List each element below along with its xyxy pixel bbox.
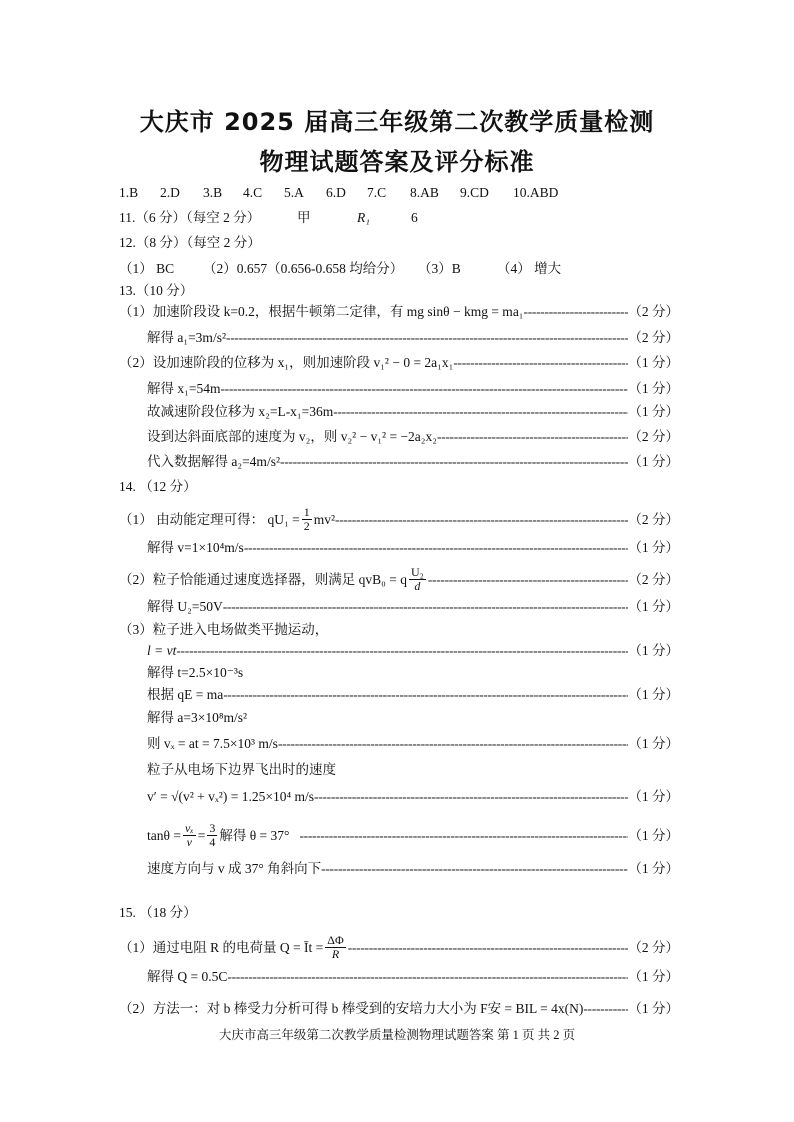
q13-line-5 <box>147 403 679 421</box>
q12-answer-4: （4） 增大 <box>497 261 562 276</box>
q14-line-1 <box>119 506 679 533</box>
leader-dashes <box>437 428 628 446</box>
q14-line-8-text: 根据 qE = ma <box>147 687 224 702</box>
leader-dashes <box>280 453 628 471</box>
q13-line-7 <box>147 453 679 471</box>
q14-line-12-text: v′ = √(v² + vₓ²) = 1.25×10⁴ m/s <box>147 789 315 804</box>
q12-answer-3: （3）B <box>418 261 461 276</box>
q14-line-5: （3）粒子进入电场做类平抛运动， <box>119 622 329 637</box>
leader-dashes <box>299 827 628 845</box>
q13-line-6 <box>147 428 679 446</box>
q14-line-14-text: 速度方向与 v 成 37° 角斜向下 <box>147 861 322 876</box>
q14-line-1-tail: mv² <box>313 511 336 527</box>
q13-points-4: （1 分） <box>628 381 679 396</box>
q13-points-6: （2 分） <box>628 429 679 444</box>
q15-line-1-text: （1）通过电阻 R 的电荷量 Q = Īt = <box>119 939 324 955</box>
q14-line-1-text: （1） 由动能定理可得： qU₁ = <box>119 511 300 527</box>
q14-line-9: 解得 a=3×10⁸m/s² <box>147 710 248 725</box>
choice-9: 9.CD <box>460 185 489 200</box>
q13-line-3 <box>119 354 679 372</box>
q14-points-7: （1 分） <box>628 736 679 751</box>
q13-line-7-text: 代入数据解得 a₂=4m/s² <box>147 454 280 469</box>
q11-answer-3: 6 <box>411 210 418 225</box>
page-footer: 大庆市高三年级第二次教学质量检测物理试题答案 第 1 页 共 2 页 <box>218 1028 576 1042</box>
q14-line-13-equals: = <box>197 827 206 843</box>
q14-fraction-u2-d: $\frac{\text{U₂}}{d}$ <box>410 565 424 593</box>
q14-line-10-text: 则 vₓ = at = 7.5×10³ m/s <box>147 736 278 751</box>
q15-fraction-dphi-r: $\frac{\Delta\Phi}{R}$ <box>327 933 344 961</box>
choice-5: 5.A <box>284 185 304 200</box>
q14-points-8: （1 分） <box>628 789 679 804</box>
q14-line-6 <box>147 642 679 660</box>
q12-head: 12.（8 分）（每空 2 分） <box>119 235 261 250</box>
q14-line-14 <box>147 860 679 878</box>
q14-line-13-result: 解得 θ = 37° <box>219 827 290 843</box>
q14-points-4: （1 分） <box>628 599 679 614</box>
q14-line-7: 解得 t=2.5×10⁻³s <box>147 665 244 680</box>
q14-points-1: （2 分） <box>628 511 679 527</box>
page-subtitle: 物理试题答案及评分标准 <box>259 148 535 176</box>
q14-points-3: （2 分） <box>628 571 679 587</box>
q15-points-3: （1 分） <box>628 1001 679 1016</box>
page-title: 大庆市 2025 届高三年级第二次教学质量检测 <box>139 108 655 136</box>
leader-dashes <box>335 511 628 529</box>
q13-line-3-text: （2）设加速阶段的位移为 x₁，则加速阶段 v₁² − 0 = 2a₁x₁ <box>119 355 454 370</box>
q14-fraction-half: $\frac{1}{2}$ <box>303 505 310 533</box>
choice-10: 10.ABD <box>513 185 559 200</box>
q15-points-2: （1 分） <box>628 969 679 984</box>
q14-line-12 <box>147 788 679 806</box>
q15-line-2 <box>147 968 679 986</box>
leader-dashes <box>314 788 628 806</box>
q14-points-2: （1 分） <box>628 540 679 555</box>
q13-line-4-text: 解得 x₁=54m <box>147 381 221 396</box>
q15-line-3 <box>119 1000 679 1018</box>
q13-points-3: （1 分） <box>628 355 679 370</box>
q15-line-2-text: 解得 Q = 0.5C <box>147 969 228 984</box>
q14-line-2 <box>147 539 679 557</box>
choice-7: 7.C <box>367 185 387 200</box>
q14-fraction-3-4: $\frac{3}{4}$ <box>209 821 216 849</box>
q14-line-6-text: l = vt <box>147 643 177 658</box>
choice-4: 4.C <box>243 185 263 200</box>
leader-dashes <box>244 539 629 557</box>
q14-line-13-text: tanθ = <box>147 827 181 843</box>
q14-line-8 <box>147 686 679 704</box>
q13-line-1 <box>119 303 679 321</box>
q13-line-1-text: （1）加速阶段设 k=0.2，根据牛顿第二定律，有 mg sinθ − kmg = ma₁ <box>119 304 524 319</box>
choice-2: 2.D <box>160 185 180 200</box>
q14-points-10: （1 分） <box>628 861 679 876</box>
q14-line-4 <box>147 598 679 616</box>
leader-dashes <box>428 571 629 589</box>
leader-dashes <box>321 860 628 878</box>
q15-line-1 <box>119 934 679 961</box>
q13-line-5-text: 故减速阶段位移为 x₂=L-x₁=36m <box>147 404 334 419</box>
leader-dashes <box>583 1000 628 1018</box>
q14-line-2-text: 解得 v=1×10⁴m/s <box>147 540 244 555</box>
q15-line-3-text: （2）方法一：对 b 棒受力分析可得 b 棒受到的安培力大小为 F安 = BIL = 4x(N) <box>119 1001 584 1016</box>
q14-line-3 <box>119 566 679 593</box>
q14-line-4-text: 解得 U₂=50V <box>147 599 223 614</box>
leader-dashes <box>226 329 628 347</box>
q11-answer-1: 甲 <box>297 210 311 225</box>
q13-head: 13.（10 分） <box>119 283 194 298</box>
q13-line-2 <box>147 329 679 347</box>
q13-line-2-text: 解得 a₁=3m/s² <box>147 330 226 345</box>
q12-answer-1: （1） BC <box>119 261 175 276</box>
q12-answer-2: （2）0.657（0.656-0.658 均给分） <box>203 261 404 276</box>
q13-line-4 <box>147 380 679 398</box>
leader-dashes <box>176 642 628 660</box>
q14-head: 14. （12 分） <box>119 479 197 494</box>
q13-points-1: （2 分） <box>628 304 679 319</box>
choice-1: 1.B <box>119 185 139 200</box>
q14-points-6: （1 分） <box>628 687 679 702</box>
q15-head: 15. （18 分） <box>119 905 197 920</box>
q14-line-13 <box>147 822 679 849</box>
q14-line-11: 粒子从电场下边界飞出时的速度 <box>147 762 336 777</box>
q11-answer-2: R₁ <box>357 210 370 225</box>
leader-dashes <box>524 303 629 321</box>
leader-dashes <box>223 598 629 616</box>
q14-fraction-vx-v: $\frac{\text{vₓ}}{v}$ <box>184 821 194 849</box>
leader-dashes <box>223 686 628 704</box>
leader-dashes <box>348 939 629 957</box>
leader-dashes <box>333 403 628 421</box>
q14-line-10 <box>147 735 679 753</box>
q14-points-9: （1 分） <box>628 827 679 843</box>
q13-line-6-text: 设到达斜面底部的速度为 v₂，则 v₂² − v₁² = −2a₂x₂ <box>147 429 437 444</box>
q15-points-1: （2 分） <box>628 939 679 955</box>
leader-dashes <box>453 354 628 372</box>
leader-dashes <box>227 968 628 986</box>
choice-8: 8.AB <box>410 185 439 200</box>
choice-6: 6.D <box>326 185 346 200</box>
q11-head: 11.（6 分）（每空 2 分） <box>119 210 261 225</box>
q14-line-3-text: （2）粒子恰能通过速度选择器，则满足 qvB₀ = q <box>119 571 407 587</box>
q14-points-5: （1 分） <box>628 643 679 658</box>
leader-dashes <box>278 735 628 753</box>
q13-points-5: （1 分） <box>628 404 679 419</box>
q13-points-2: （2 分） <box>628 330 679 345</box>
leader-dashes <box>220 380 628 398</box>
choice-3: 3.B <box>203 185 223 200</box>
q13-points-7: （1 分） <box>628 454 679 469</box>
